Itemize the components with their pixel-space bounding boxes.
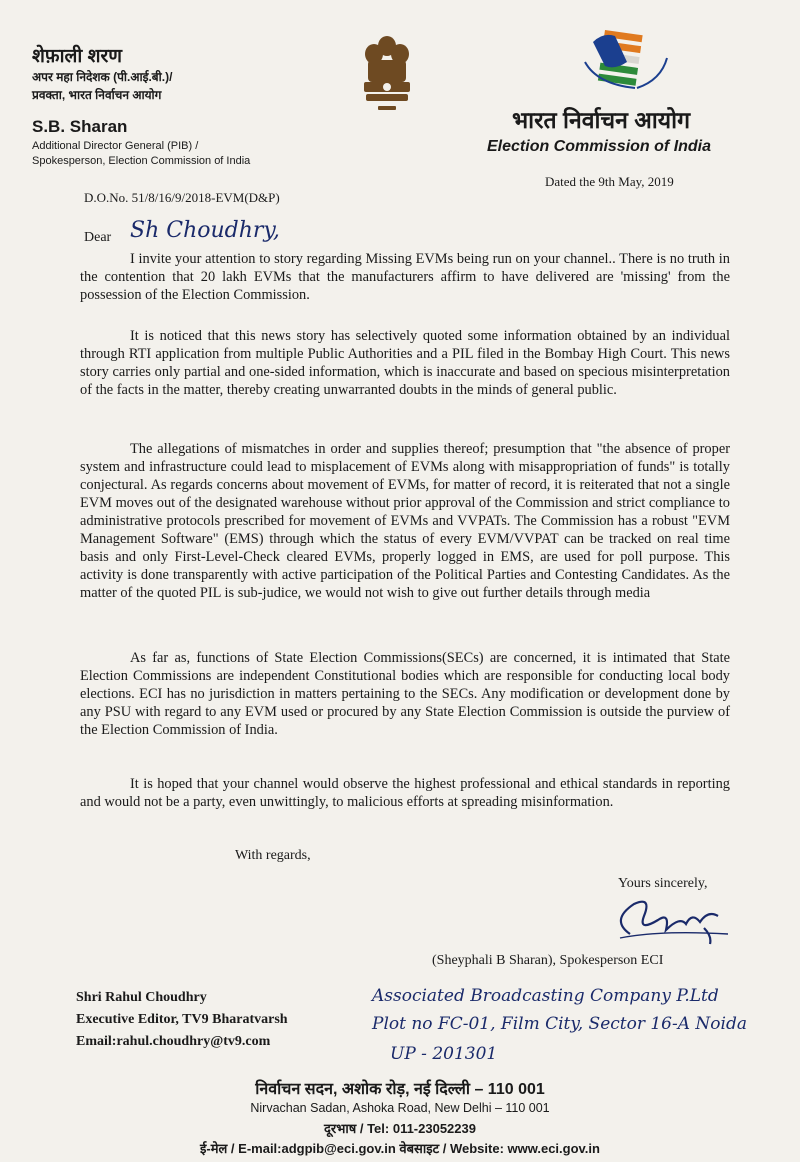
salutation: Dear <box>84 230 112 245</box>
org-name-hindi: भारत निर्वाचन आयोग <box>512 107 691 133</box>
letter-date: Dated the 9th May, 2019 <box>545 174 674 189</box>
sender-name-english: S.B. Sharan <box>32 117 128 136</box>
org-name-english: Election Commission of India <box>487 138 712 155</box>
footer-phone: दूरभाष / Tel: 011-23052239 <box>324 1121 476 1136</box>
recipient-email: Email:rahul.choudhry@tv9.com <box>76 1034 271 1049</box>
handwritten-address-line-3: UP - 201301 <box>390 1044 498 1064</box>
eci-logo-icon <box>565 22 683 96</box>
signatory-name: (Sheyphali B Sharan), Spokesperson ECI <box>432 953 664 968</box>
paragraph-text: As far as, functions of State Election Commissions(SECs) are concerned, it is intimated that State Election Commissions are independent Constitutional bodies which are responsible for conducting local body elections. ECI has no jurisdiction in matters pertaining to the SECs. Any modification or development done by any PSU with regard to any EVM used or procured by any State Election Commission is outside the purview of the Election Commission of India. <box>80 650 730 738</box>
footer-email-website: ई-मेल / E-mail:adgpib@eci.gov.in वेबसाइट / Website: www.eci.gov.in <box>200 1141 600 1156</box>
paragraph-text: It is noticed that this news story has selectively quoted some information obtained by an individual through RTI application from multiple Public Authorities and a PIL filed in the Bombay High Court. This news story carries only partial and one-sided information, which is inaccurate and based on specious misinterpretation of the facts in the matter, thereby creating unwarranted doubts in the minds of general public. <box>80 328 730 398</box>
body-paragraph-5 <box>80 775 730 811</box>
sender-designation-hindi-1: अपर महा निदेशक (पी.आई.बी.)/ <box>32 70 173 84</box>
paragraph-text: It is hoped that your channel would observe the highest professional and ethical standards in reporting and would not be a party, even unwittingly, to malicious efforts at spreading misinformation. <box>80 776 730 810</box>
body-paragraph-1 <box>80 250 730 304</box>
sender-designation-hindi-2: प्रवक्ता, भारत निर्वाचन आयोग <box>32 88 162 102</box>
footer-address-hindi: निर्वाचन सदन, अशोक रोड़, नई दिल्ली – 110 001 <box>255 1081 545 1098</box>
recipient-designation: Executive Editor, TV9 Bharatvarsh <box>76 1012 288 1027</box>
body-paragraph-4 <box>80 649 730 739</box>
sender-designation-english-1: Additional Director General (PIB) / <box>32 140 199 152</box>
closing-regards: With regards, <box>235 848 311 863</box>
sender-designation-english-2: Spokesperson, Election Commission of India <box>32 155 251 167</box>
handwritten-salutation: Sh Choudhry, <box>130 218 280 243</box>
closing-yours-sincerely: Yours sincerely, <box>618 876 708 891</box>
body-paragraph-2 <box>80 327 730 399</box>
handwritten-address-line-1: Associated Broadcasting Company P.Ltd <box>372 986 719 1006</box>
recipient-name: Shri Rahul Choudhry <box>76 990 207 1005</box>
handwritten-address-line-2: Plot no FC-01, Film City, Sector 16-A Noida <box>372 1014 747 1034</box>
sender-name-hindi: शेफ़ाली शरण <box>32 46 123 67</box>
paragraph-text: I invite your attention to story regarding Missing EVMs being run on your channel.. There is no truth in the contention that 20 lakh EVMs that the manufacturers affirm to have delivered are 'missing' from the possession of the Election Commission. <box>80 251 730 303</box>
paragraph-text: The allegations of mismatches in order and supplies thereof; presumption that "the absence of proper system and infrastructure could lead to misplacement of EVMs along with misappropriation of funds" is totally conjectural. As regards concerns about movement of EVMs, for matter of record, it is reiterated that not a single EVM moves out of the designated warehouse without prior approval of the Commission and strict compliance to administrative protocols prescribed for movement of EVMs and VVPATs. The Commission has a robust "EVM Management Software" (EMS) through which the status of every EVM/VVPAT can be tracked on real time basis and only First-Level-Check cleared EVMs, properly logged in EMS, are used for poll purpose. This activity is done transparently with active participation of the Political Parties and Contesting Candidates. As the matter of the quoted PIL is sub-judice, we would not wish to give out further details through media <box>80 441 730 601</box>
body-paragraph-3 <box>80 440 730 602</box>
reference-number: D.O.No. 51/8/16/9/2018-EVM(D&P) <box>84 190 280 205</box>
national-emblem-icon <box>352 30 422 122</box>
signature-image <box>600 890 740 950</box>
footer-address-english: Nirvachan Sadan, Ashoka Road, New Delhi – 110 001 <box>250 1101 550 1115</box>
